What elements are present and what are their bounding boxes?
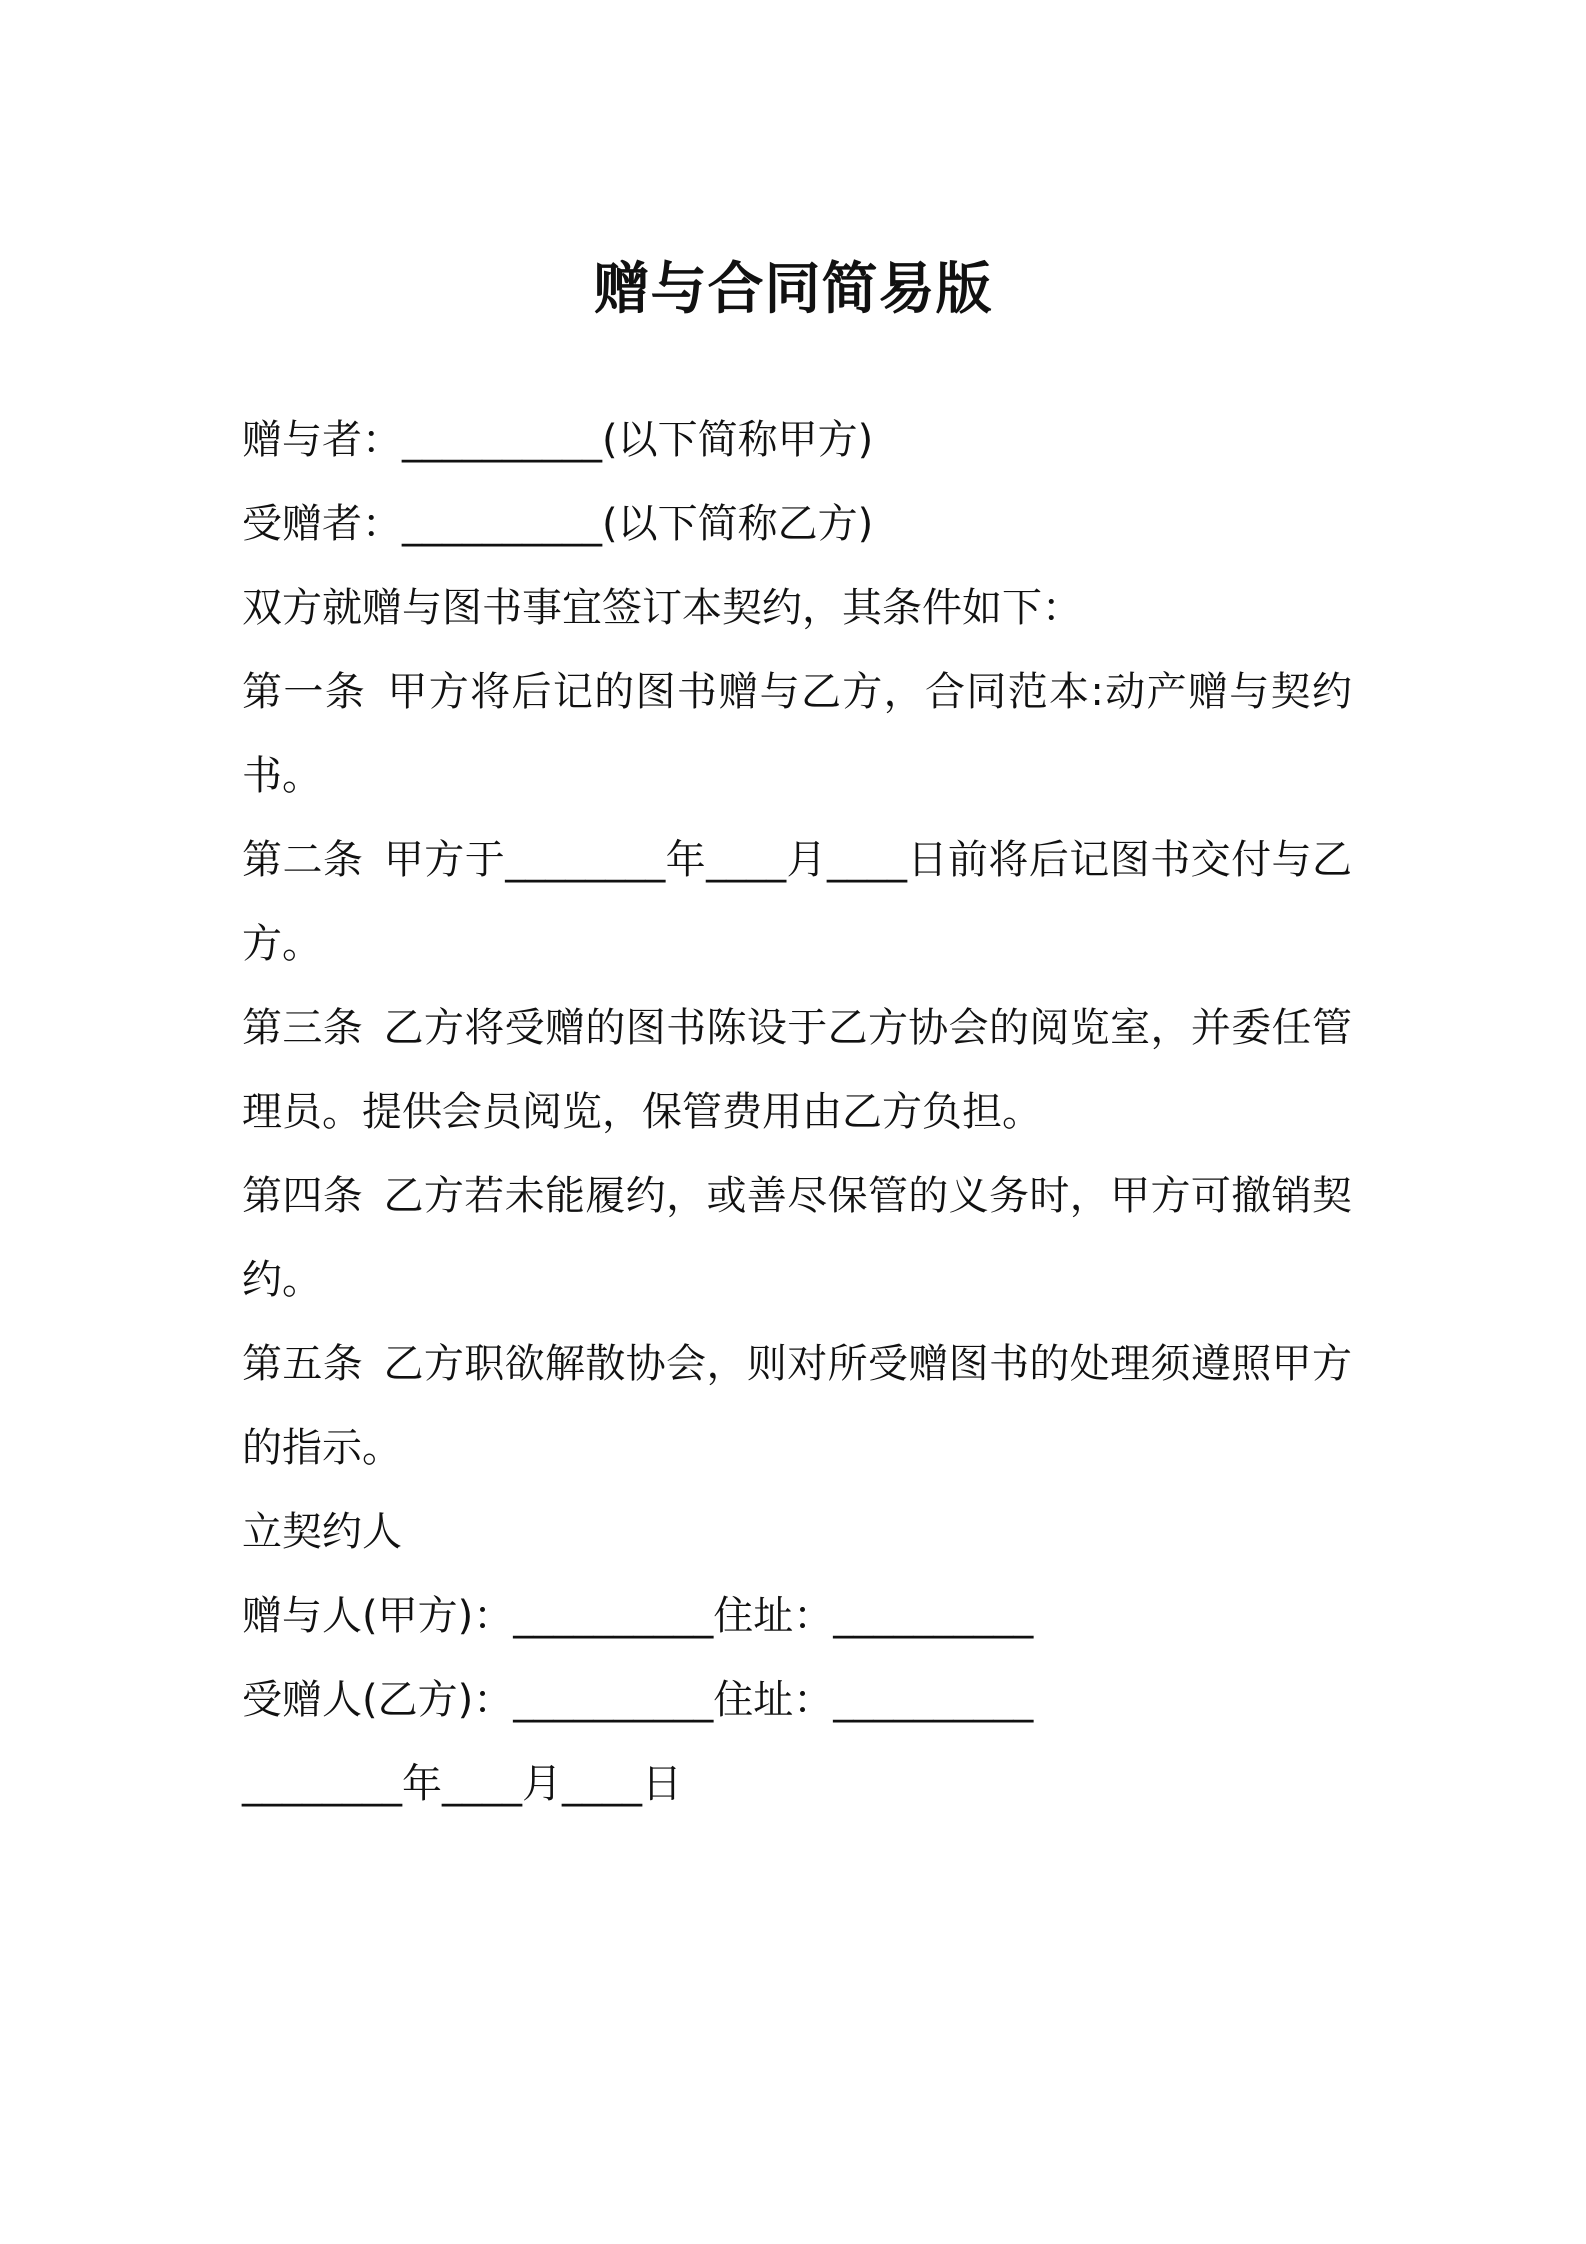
article-1 <box>242 650 1352 818</box>
article-label: 第五条 <box>242 1341 364 1387</box>
article-5 <box>242 1322 1352 1490</box>
article-label: 第二条 <box>242 837 364 883</box>
article-3 <box>242 986 1352 1154</box>
document-title: 赠与合同简易版 <box>593 257 993 322</box>
article-4 <box>242 1154 1352 1322</box>
donee-line: 受赠者：__________(以下简称乙方) <box>242 501 874 547</box>
article-2 <box>242 818 1352 986</box>
article-label: 第四条 <box>242 1173 364 1219</box>
article-text: 乙方若未能履约，或善尽保管的义务时，甲方可撤销契约。 <box>242 1173 1353 1303</box>
article-text: 甲方将后记的图书赠与乙方，合同范本:动产赠与契约书。 <box>242 669 1352 799</box>
donor-line: 赠与者：__________(以下简称甲方) <box>242 417 874 463</box>
article-label: 第三条 <box>242 1005 364 1051</box>
signatories-heading: 立契约人 <box>242 1509 402 1555</box>
date-line: ________年____月____日 <box>242 1761 682 1807</box>
contract-body <box>242 398 1362 1826</box>
article-text: 乙方将受赠的图书陈设于乙方协会的阅览室，并委任管理员。提供会员阅览，保管费用由乙方负担。 <box>242 1005 1353 1135</box>
article-text: 甲方于________年____月____日前将后记图书交付与乙方。 <box>242 837 1353 967</box>
donor-signature-line: 赠与人(甲方)：__________住址：__________ <box>242 1593 1034 1639</box>
article-text: 乙方职欲解散协会，则对所受赠图书的处理须遵照甲方的指示。 <box>242 1341 1353 1471</box>
intro-line: 双方就赠与图书事宜签订本契约，其条件如下： <box>242 585 1082 631</box>
donee-signature-line: 受赠人(乙方)：__________住址：__________ <box>242 1677 1034 1723</box>
article-label: 第一条 <box>242 669 367 715</box>
